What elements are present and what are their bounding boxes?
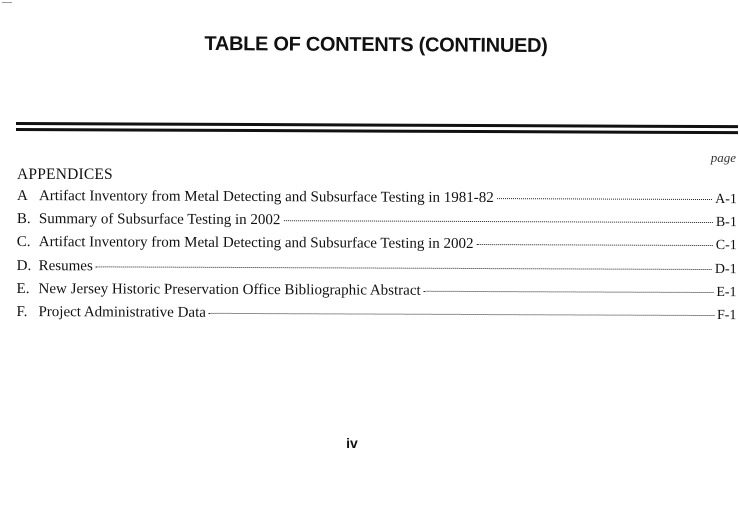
dot-leader [96, 266, 712, 270]
toc-entry-e[interactable] [16, 281, 736, 307]
dot-leader [283, 220, 712, 223]
toc-list [16, 188, 737, 330]
page-column-label: page [710, 150, 736, 165]
toc-entry-page: F-1 [716, 307, 737, 324]
toc-entry-title: Artifact Inventory from Metal Detecting and Subsurface Testing in 2002 [38, 234, 474, 253]
toc-entry-letter: B. [16, 211, 31, 228]
divider-line-bottom [16, 128, 738, 134]
toc-entry-letter: A [16, 188, 28, 205]
section-heading: APPENDICES [17, 166, 113, 183]
scan-mark [2, 2, 12, 3]
toc-entry-title: Resumes [38, 257, 93, 274]
toc-entry-a[interactable] [17, 188, 737, 214]
toc-entry-page: C-1 [715, 238, 737, 254]
toc-entry-page: A-1 [715, 192, 737, 208]
toc-entry-letter: D. [16, 257, 32, 274]
title-divider [16, 122, 738, 134]
toc-entry-letter: E. [16, 280, 30, 297]
toc-entry-page: B-1 [715, 215, 737, 231]
toc-entry-title: Artifact Inventory from Metal Detecting and Subsurface Testing in 1981-82 [38, 188, 494, 207]
toc-entry-letter: C. [16, 234, 31, 251]
dot-leader [209, 313, 714, 316]
toc-entry-b[interactable] [17, 211, 737, 237]
toc-entry-title: Project Administrative Data [38, 304, 206, 321]
toc-entry-c[interactable] [17, 234, 737, 260]
toc-entry-title: New Jersey Historic Preservation Office Bibliographic Abstract [38, 280, 421, 299]
toc-entry-title: Summary of Subsurface Testing in 2002 [38, 211, 281, 229]
page-title: TABLE OF CONTENTS (CONTINUED) [204, 32, 548, 58]
toc-entry-page: D-1 [714, 261, 737, 277]
dot-leader [497, 198, 712, 200]
dot-leader [424, 291, 714, 293]
page-number: iv [346, 435, 358, 451]
divider-line-top [16, 122, 738, 128]
toc-entry-f[interactable] [16, 304, 736, 330]
toc-entry-page: E-1 [716, 284, 737, 300]
toc-entry-letter: F. [16, 303, 28, 320]
dot-leader [477, 244, 713, 246]
toc-entry-d[interactable] [17, 258, 737, 284]
